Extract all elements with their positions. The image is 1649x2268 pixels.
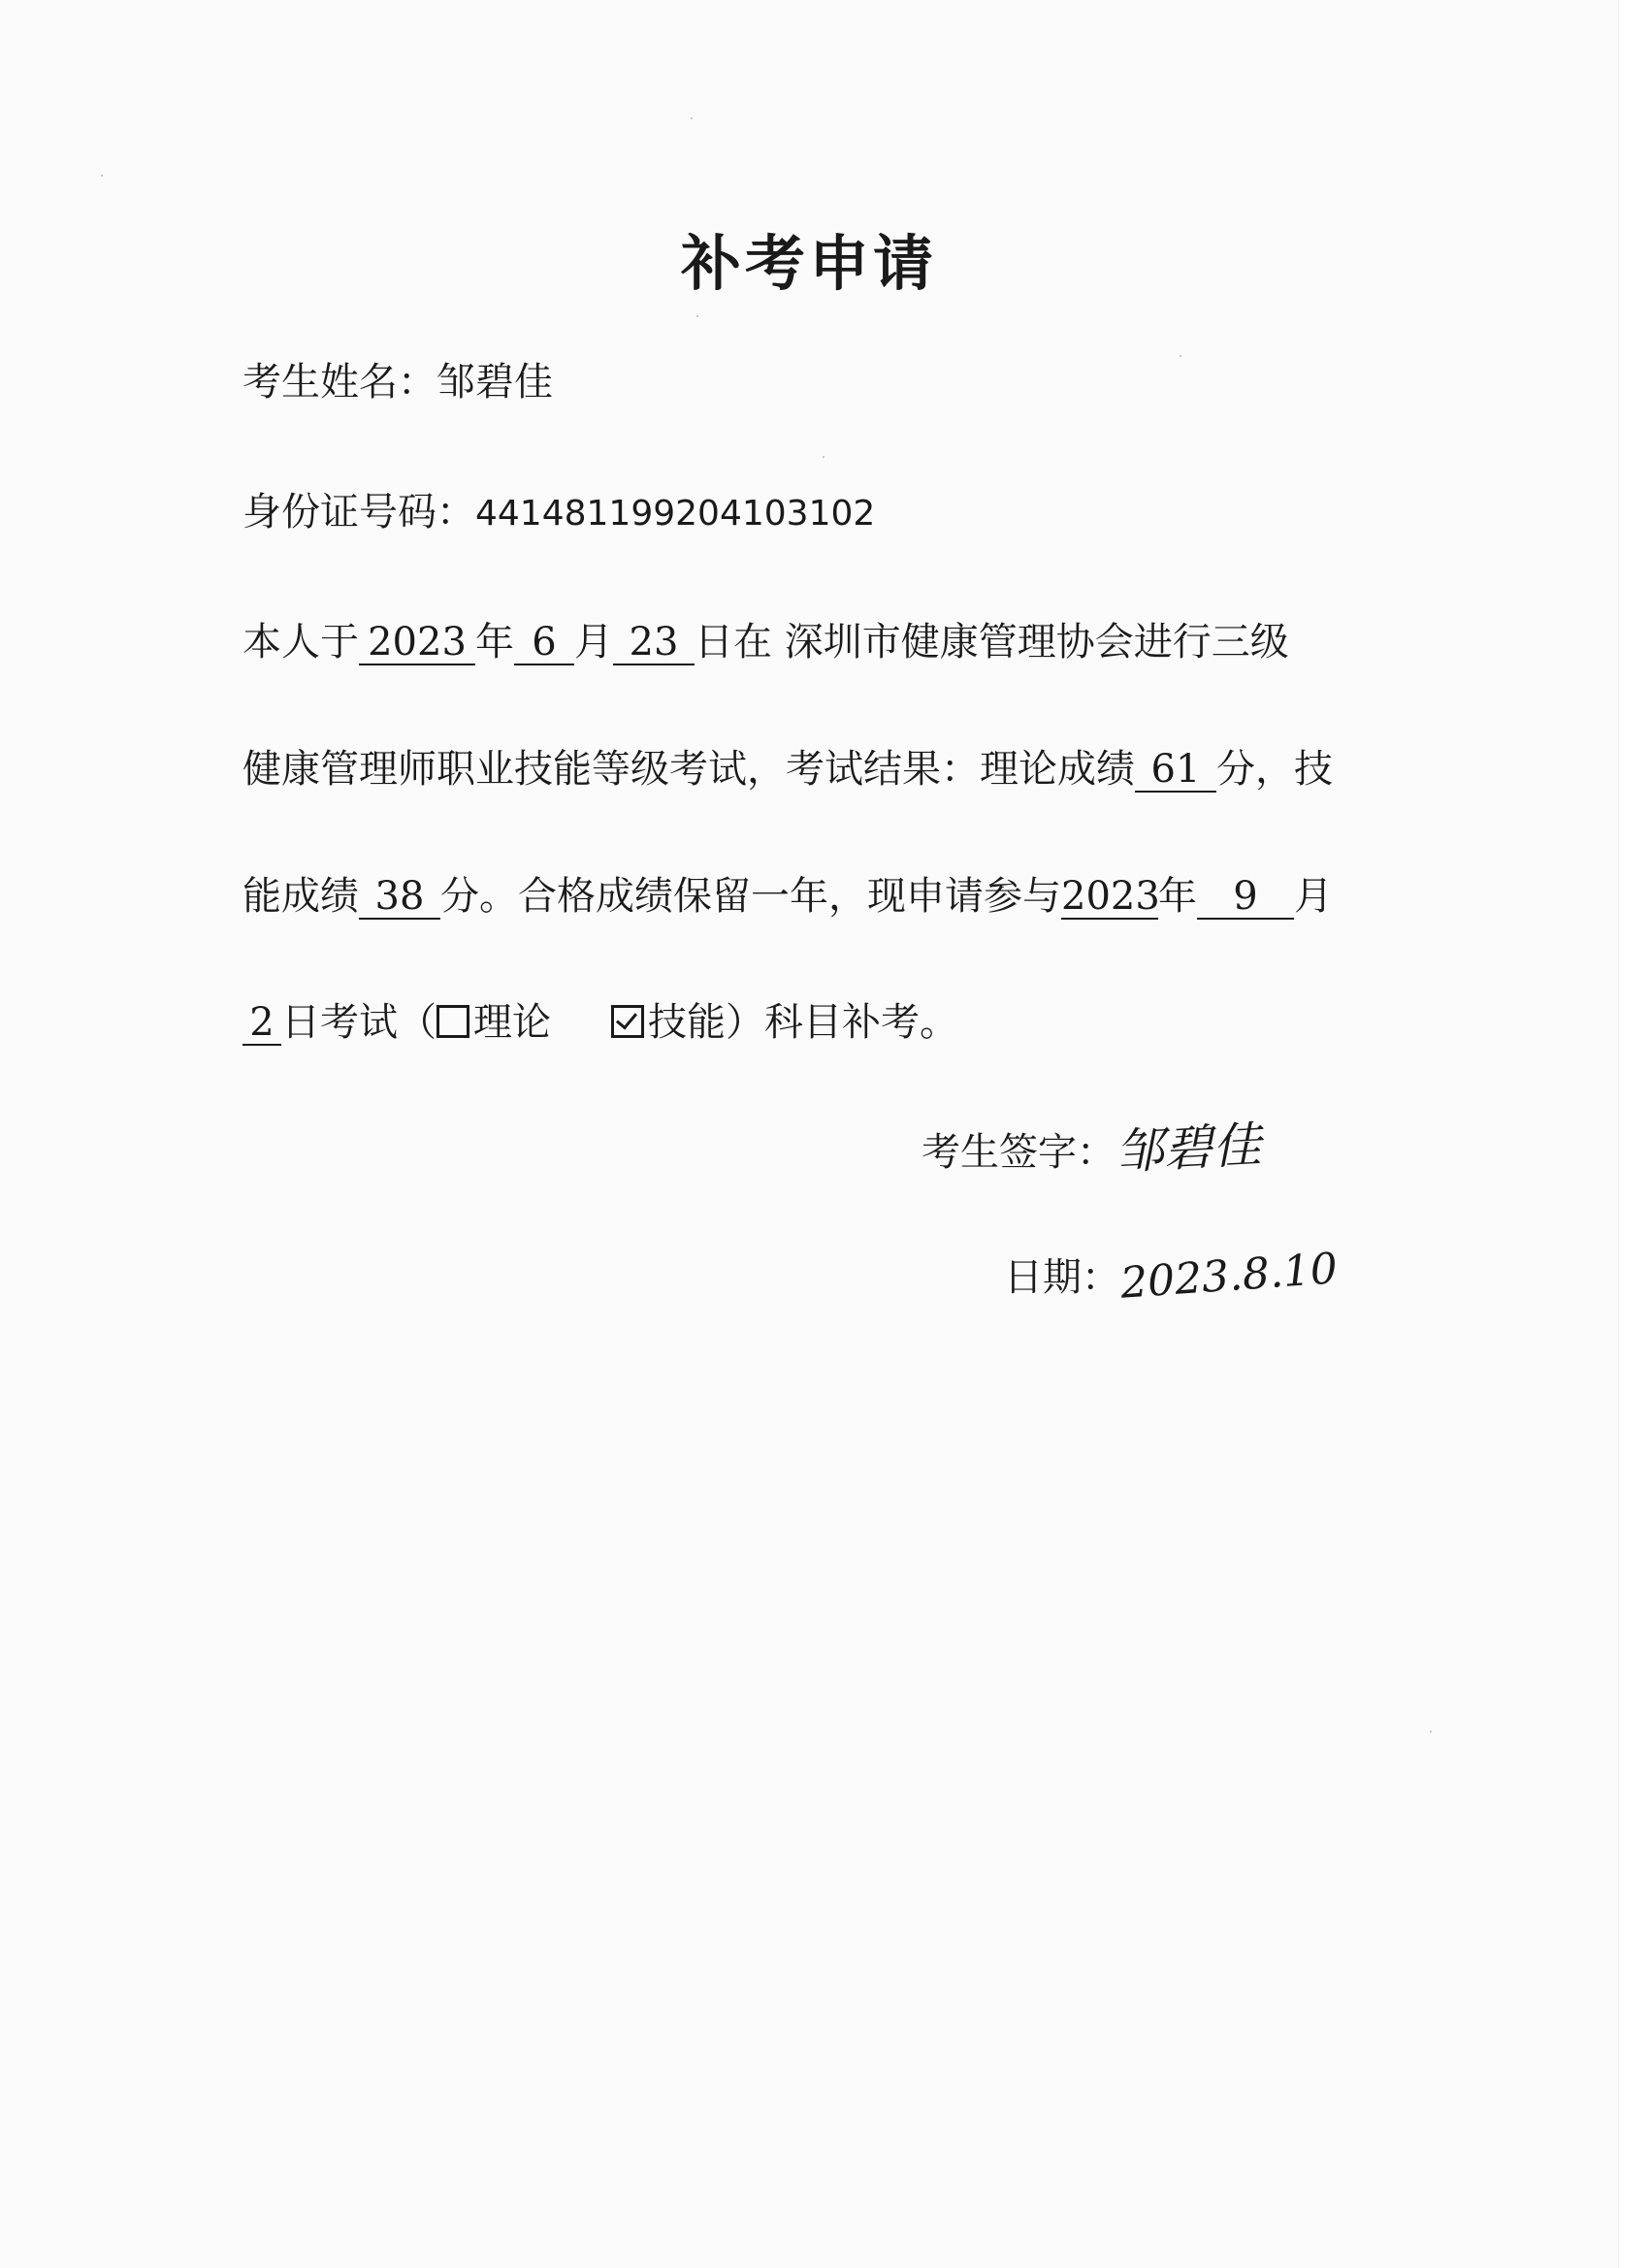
date-handwriting: 2023.8.10: [1118, 1244, 1340, 1309]
skill-checkbox[interactable]: [611, 1005, 644, 1038]
date-row: [1004, 1244, 1340, 1309]
paper-speck: [1430, 1731, 1432, 1733]
paper-speck: [101, 175, 103, 177]
body-line-3: [242, 871, 1333, 922]
signature-row: [922, 1117, 1263, 1181]
paper-speck: [1180, 355, 1181, 357]
body-text-5: 能成绩: [242, 874, 359, 919]
paper-speck: [691, 117, 693, 119]
body-text-6: 分。合格成绩保留一年，现申请参与: [440, 874, 1061, 919]
id-line: [242, 487, 875, 539]
retake-year: 2023: [1061, 874, 1160, 919]
id-label: 身份证号码：: [242, 490, 475, 535]
body-text-4: 分，技: [1216, 747, 1333, 792]
retake-month: 9: [1197, 875, 1294, 920]
theory-score: 61: [1135, 748, 1216, 793]
id-value: 441481199204103102: [475, 494, 876, 534]
body-text-1: 本人于: [242, 620, 359, 664]
body-line-2: [242, 744, 1333, 794]
year-char: 年: [475, 620, 514, 664]
option-skill-label: 技能: [648, 1000, 726, 1045]
signature-handwriting: 邹碧佳: [1114, 1117, 1263, 1181]
document-title: 补考申请: [680, 228, 937, 299]
body-line-4: [242, 997, 958, 1048]
name-value: 邹碧佳: [436, 360, 553, 405]
theory-checkbox[interactable]: [436, 1005, 469, 1038]
skill-score: 38: [359, 875, 440, 920]
name-label: 考生姓名：: [242, 360, 436, 405]
option-theory-label: 理论: [473, 1000, 551, 1045]
body-line-1: [242, 617, 1289, 667]
body-text-7: 日考试（: [281, 1000, 436, 1045]
name-line: [242, 357, 553, 407]
body-text-2: 日在 深圳市健康管理协会进行三级: [695, 620, 1289, 664]
date-label: 日期：: [1004, 1255, 1120, 1300]
exam-month: 6: [514, 621, 574, 665]
paper-speck: [696, 315, 698, 317]
exam-year: 2023: [359, 621, 475, 665]
month-char: 月: [574, 620, 613, 664]
body-text-3: 健康管理师职业技能等级考试，考试结果：理论成绩: [242, 747, 1135, 792]
exam-day: 23: [613, 621, 695, 665]
body-text-8: ）科目补考。: [726, 1000, 958, 1045]
month-char-2: 月: [1294, 874, 1333, 919]
paper-speck: [823, 456, 824, 458]
retake-day: 2: [242, 1001, 281, 1046]
year-char-2: 年: [1158, 874, 1197, 919]
signature-label: 考生签字：: [922, 1130, 1116, 1175]
